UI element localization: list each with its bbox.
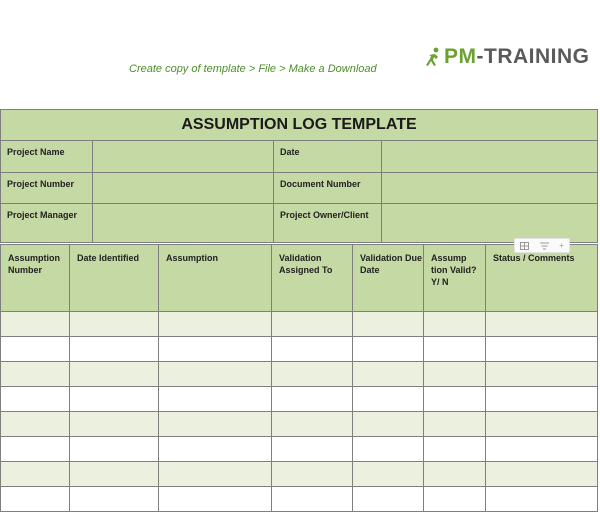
person-logo-icon: [426, 47, 442, 67]
column-header: Assumption: [159, 245, 272, 312]
table-cell[interactable]: [486, 387, 598, 412]
table-cell[interactable]: [272, 437, 353, 462]
table-cell[interactable]: [424, 437, 486, 462]
table-row: [1, 462, 598, 487]
table-cell[interactable]: [424, 412, 486, 437]
add-icon[interactable]: +: [559, 241, 564, 250]
table-cell[interactable]: [70, 412, 159, 437]
table-cell[interactable]: [353, 312, 424, 337]
column-header: Assumption Number: [1, 245, 70, 312]
page-title: ASSUMPTION LOG TEMPLATE: [1, 110, 598, 141]
table-row: [1, 312, 598, 337]
table-cell[interactable]: [486, 437, 598, 462]
table-row: [1, 412, 598, 437]
download-instructions: Create copy of template > File > Make a Download: [129, 63, 377, 75]
table-cell[interactable]: [159, 387, 272, 412]
logo-pm: PM: [444, 45, 477, 68]
column-header: Validation Assigned To: [272, 245, 353, 312]
table-cell[interactable]: [70, 462, 159, 487]
table-cell[interactable]: [70, 312, 159, 337]
table-row: [1, 387, 598, 412]
table-cell[interactable]: [486, 412, 598, 437]
table-cell[interactable]: [70, 437, 159, 462]
table-row: [1, 362, 598, 387]
table-cell[interactable]: [159, 337, 272, 362]
table-cell[interactable]: [353, 412, 424, 437]
pm-training-logo: [426, 44, 590, 70]
table-cell[interactable]: [272, 362, 353, 387]
table-cell[interactable]: [486, 337, 598, 362]
table-cell[interactable]: [70, 387, 159, 412]
table-cell[interactable]: [272, 487, 353, 512]
table-cell[interactable]: [486, 487, 598, 512]
column-header: Date Identified: [70, 245, 159, 312]
table-cell[interactable]: [70, 487, 159, 512]
table-cell[interactable]: [1, 487, 70, 512]
project-owner-field[interactable]: [382, 204, 598, 243]
table-cell[interactable]: [486, 462, 598, 487]
project-info-table: [0, 109, 598, 243]
project-name-field[interactable]: [93, 141, 274, 173]
table-cell[interactable]: [272, 337, 353, 362]
filter-icon[interactable]: [540, 242, 549, 250]
project-name-label: Project Name: [1, 141, 93, 173]
grid-icon[interactable]: [520, 242, 529, 250]
table-cell[interactable]: [353, 362, 424, 387]
table-cell[interactable]: [70, 337, 159, 362]
date-field[interactable]: [382, 141, 598, 173]
table-cell[interactable]: [272, 412, 353, 437]
table-cell[interactable]: [353, 387, 424, 412]
table-cell[interactable]: [1, 312, 70, 337]
document-number-label: Document Number: [274, 173, 382, 204]
table-cell[interactable]: [353, 487, 424, 512]
table-cell[interactable]: [424, 387, 486, 412]
table-floating-toolbar: [514, 238, 570, 253]
table-cell[interactable]: [1, 462, 70, 487]
logo-training: TRAINING: [484, 45, 590, 68]
table-cell[interactable]: [1, 337, 70, 362]
table-cell[interactable]: [424, 312, 486, 337]
table-cell[interactable]: [272, 387, 353, 412]
project-manager-label: Project Manager: [1, 204, 93, 243]
table-cell[interactable]: [159, 312, 272, 337]
table-row: [1, 487, 598, 512]
table-cell[interactable]: [424, 362, 486, 387]
table-cell[interactable]: [486, 312, 598, 337]
table-cell[interactable]: [353, 337, 424, 362]
table-cell[interactable]: [353, 462, 424, 487]
table-cell[interactable]: [1, 437, 70, 462]
table-cell[interactable]: [1, 362, 70, 387]
table-cell[interactable]: [1, 412, 70, 437]
table-cell[interactable]: [424, 487, 486, 512]
table-row: [1, 337, 598, 362]
logo-dash: -: [476, 45, 484, 68]
project-owner-label: Project Owner/Client: [274, 204, 382, 243]
table-cell[interactable]: [159, 412, 272, 437]
table-cell[interactable]: [272, 462, 353, 487]
table-cell[interactable]: [159, 437, 272, 462]
table-cell[interactable]: [159, 362, 272, 387]
date-label: Date: [274, 141, 382, 173]
column-header: Status / Comments: [486, 245, 598, 312]
table-cell[interactable]: [159, 462, 272, 487]
table-cell[interactable]: [424, 337, 486, 362]
table-cell[interactable]: [424, 462, 486, 487]
document-number-field[interactable]: [382, 173, 598, 204]
project-number-field[interactable]: [93, 173, 274, 204]
project-manager-field[interactable]: [93, 204, 274, 243]
table-cell[interactable]: [1, 387, 70, 412]
table-cell[interactable]: [70, 362, 159, 387]
assumption-log-table: [0, 244, 598, 512]
table-cell[interactable]: [159, 487, 272, 512]
table-row: [1, 437, 598, 462]
column-header: Assump tion Valid? Y/ N: [424, 245, 486, 312]
table-cell[interactable]: [272, 312, 353, 337]
project-number-label: Project Number: [1, 173, 93, 204]
column-header: Validation Due Date: [353, 245, 424, 312]
table-cell[interactable]: [353, 437, 424, 462]
table-header-row: [1, 245, 598, 312]
table-cell[interactable]: [486, 362, 598, 387]
